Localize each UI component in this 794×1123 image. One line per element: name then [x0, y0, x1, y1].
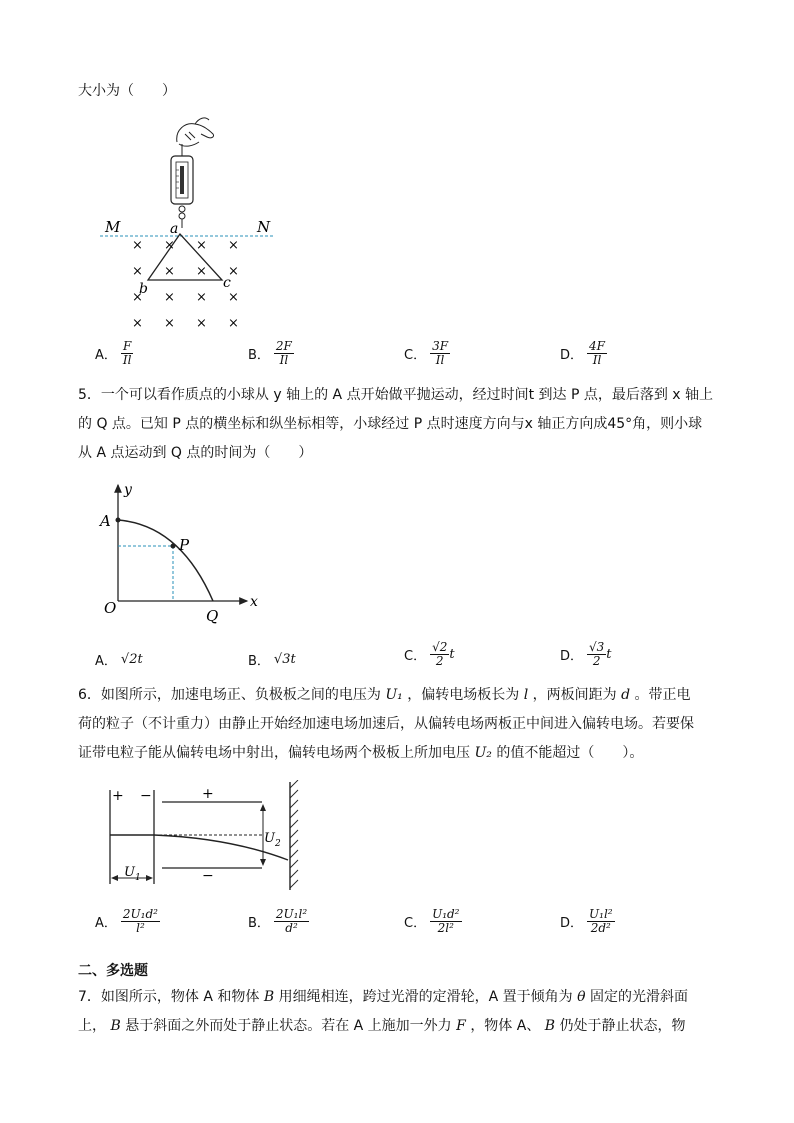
section-title-multiple-choice: 二、多选题 — [78, 963, 148, 979]
q6-stem-line-2: 荷的粒子（不计重力）由静止开始经加速电场加速后，从偏转电场两板正中间进入偏转电场。若要保 — [78, 716, 694, 732]
field-cross: × — [228, 264, 239, 279]
q5-option-d[interactable]: D． $\frac{√3}{2}$ t — [560, 640, 612, 668]
q4-option-d[interactable]: D． $\frac{4F}{Il}$ — [560, 339, 605, 367]
field-cross: × — [196, 238, 207, 253]
label-u2: $U_2$ — [264, 831, 281, 849]
accel-plus-sign: + — [112, 788, 124, 804]
field-cross: × — [228, 290, 239, 305]
hand-icon — [177, 118, 214, 146]
label-c: c — [223, 275, 231, 291]
q5-stem-line-3: 从 A 点运动到 Q 点的时间为（ ） — [78, 445, 313, 461]
point-p — [171, 544, 176, 549]
q6-stem-line-1: 6．如图所示，加速电场正、负极板之间的电压为 U₁ ，偏转电场板长为 l ，两板间距为 d 。带正电 — [78, 687, 691, 703]
field-cross: × — [196, 290, 207, 305]
point-a — [116, 518, 121, 523]
field-cross: × — [132, 264, 143, 279]
label-m: M — [105, 218, 121, 236]
deflect-plus-sign: + — [202, 786, 214, 802]
deflect-minus-sign: − — [202, 868, 214, 884]
field-cross: × — [164, 264, 175, 279]
q6-option-a[interactable]: A． $\frac{\text{2U₁d²}}{\text{l²}}$ — [95, 907, 158, 935]
field-cross: × — [164, 316, 175, 331]
screen-hatching — [290, 780, 298, 888]
q6-figure — [100, 780, 310, 900]
axis-label-x: x — [250, 594, 258, 610]
field-cross: × — [196, 316, 207, 331]
label-n: N — [257, 218, 271, 236]
q7-stem-line-2: 上， B 悬于斜面之外而处于静止状态。若在 A 上施加一外力 F ，物体 A、 B 仍处于静止状态，物 — [78, 1018, 686, 1034]
field-cross: × — [196, 264, 207, 279]
spring-scale-icon — [171, 144, 193, 228]
q5-stem-line-1: 5．一个可以看作质点的小球从 y 轴上的 A 点开始做平抛运动，经过时间t 到达 P 点，最后落到 x 轴上 — [78, 387, 714, 403]
field-cross: × — [132, 290, 143, 305]
q5-figure — [95, 475, 270, 630]
q6-option-b[interactable]: B． $\frac{\text{2U₁l²}}{\text{d²}}$ — [248, 907, 308, 935]
q5-option-c[interactable]: C． $\frac{√2}{2}$ t — [404, 640, 455, 668]
q4-stem-tail: 大小为（ ） — [78, 83, 176, 99]
field-cross: × — [228, 316, 239, 331]
field-cross: × — [164, 290, 175, 305]
label-a-point: A — [100, 512, 111, 530]
triangle-frame — [148, 234, 222, 280]
q6-stem-line-3: 证带电粒子能从偏转电场中射出，偏转电场两个极板上所加电压 U₂ 的值不能超过（ ）。 — [78, 745, 644, 761]
label-origin: O — [104, 599, 117, 617]
q4-figure — [95, 112, 285, 337]
label-b: b — [139, 281, 148, 297]
accel-minus-sign: − — [140, 788, 152, 804]
q4-option-b[interactable]: B． $\frac{2F}{Il}$ — [248, 339, 292, 367]
label-a: a — [170, 221, 179, 237]
q5-option-a[interactable]: A． √2t — [95, 652, 143, 669]
q5-option-b[interactable]: B． √3t — [248, 652, 296, 669]
label-u1: $U_1$ — [124, 865, 141, 883]
q6-option-c[interactable]: C． $\frac{\text{U₁d²}}{\text{2l²}}$ — [404, 907, 460, 935]
label-p-point: P — [179, 536, 190, 554]
label-q-point: Q — [206, 607, 219, 625]
q7-stem-line-1: 7．如图所示，物体 A 和物体 B 用细绳相连，跨过光滑的定滑轮，A 置于倾角为 θ 固定的光滑斜面 — [78, 989, 688, 1005]
field-cross: × — [228, 238, 239, 253]
q6-option-d[interactable]: D． $\frac{\text{U₁l²}}{\text{2d²}}$ — [560, 907, 613, 935]
q5-stem-line-2: 的 Q 点。已知 P 点的横坐标和纵坐标相等，小球经过 P 点时速度方向与x 轴正方向成45°角，则小球 — [78, 416, 703, 432]
axis-label-y: y — [124, 482, 132, 498]
q4-option-a[interactable]: A． $\frac{F}{Il}$ — [95, 339, 132, 367]
q4-option-c[interactable]: C． $\frac{3F}{Il}$ — [404, 339, 449, 367]
field-cross: × — [132, 316, 143, 331]
field-cross: × — [132, 238, 143, 253]
trajectory-curve — [118, 520, 213, 601]
field-cross: × — [164, 238, 175, 253]
